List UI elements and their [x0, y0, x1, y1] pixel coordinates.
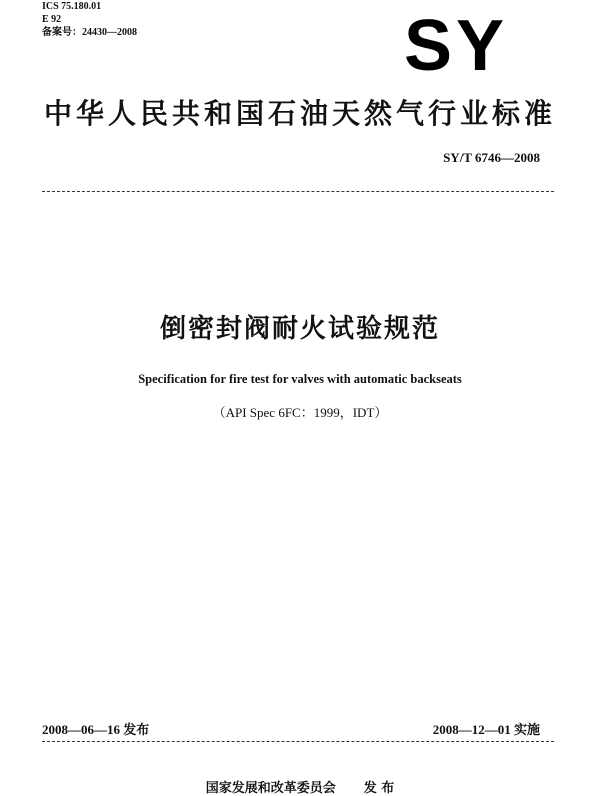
issue-date: 2008—06—16 发布: [42, 722, 150, 737]
classification-code: E 92: [42, 14, 62, 25]
standard-category-title: 中华人民共和国石油天然气行业标准: [43, 97, 556, 130]
document-meta: [42, 0, 137, 39]
footer-divider: [42, 741, 554, 742]
sy-logo: SY: [404, 6, 509, 86]
record-number: 备案号：24430—2008: [42, 27, 137, 38]
publisher-line: [0, 777, 600, 796]
document-title-english: Specification for fire test for valves with automatic backseats: [138, 372, 462, 386]
ics-code: ICS 75.180.01: [42, 1, 102, 12]
adoption-note: （API Spec 6FC：1999，IDT）: [212, 405, 388, 420]
header-divider: [42, 191, 554, 192]
document-title-chinese: 倒密封阀耐火试验规范: [159, 314, 440, 344]
publish-action: 发 布: [363, 781, 395, 796]
implementation-date: 2008—12—01 实施: [432, 722, 540, 737]
standard-code: SY/T 6746—2008: [443, 150, 540, 165]
publisher-name: 国家发展和改革委员会: [205, 781, 336, 796]
